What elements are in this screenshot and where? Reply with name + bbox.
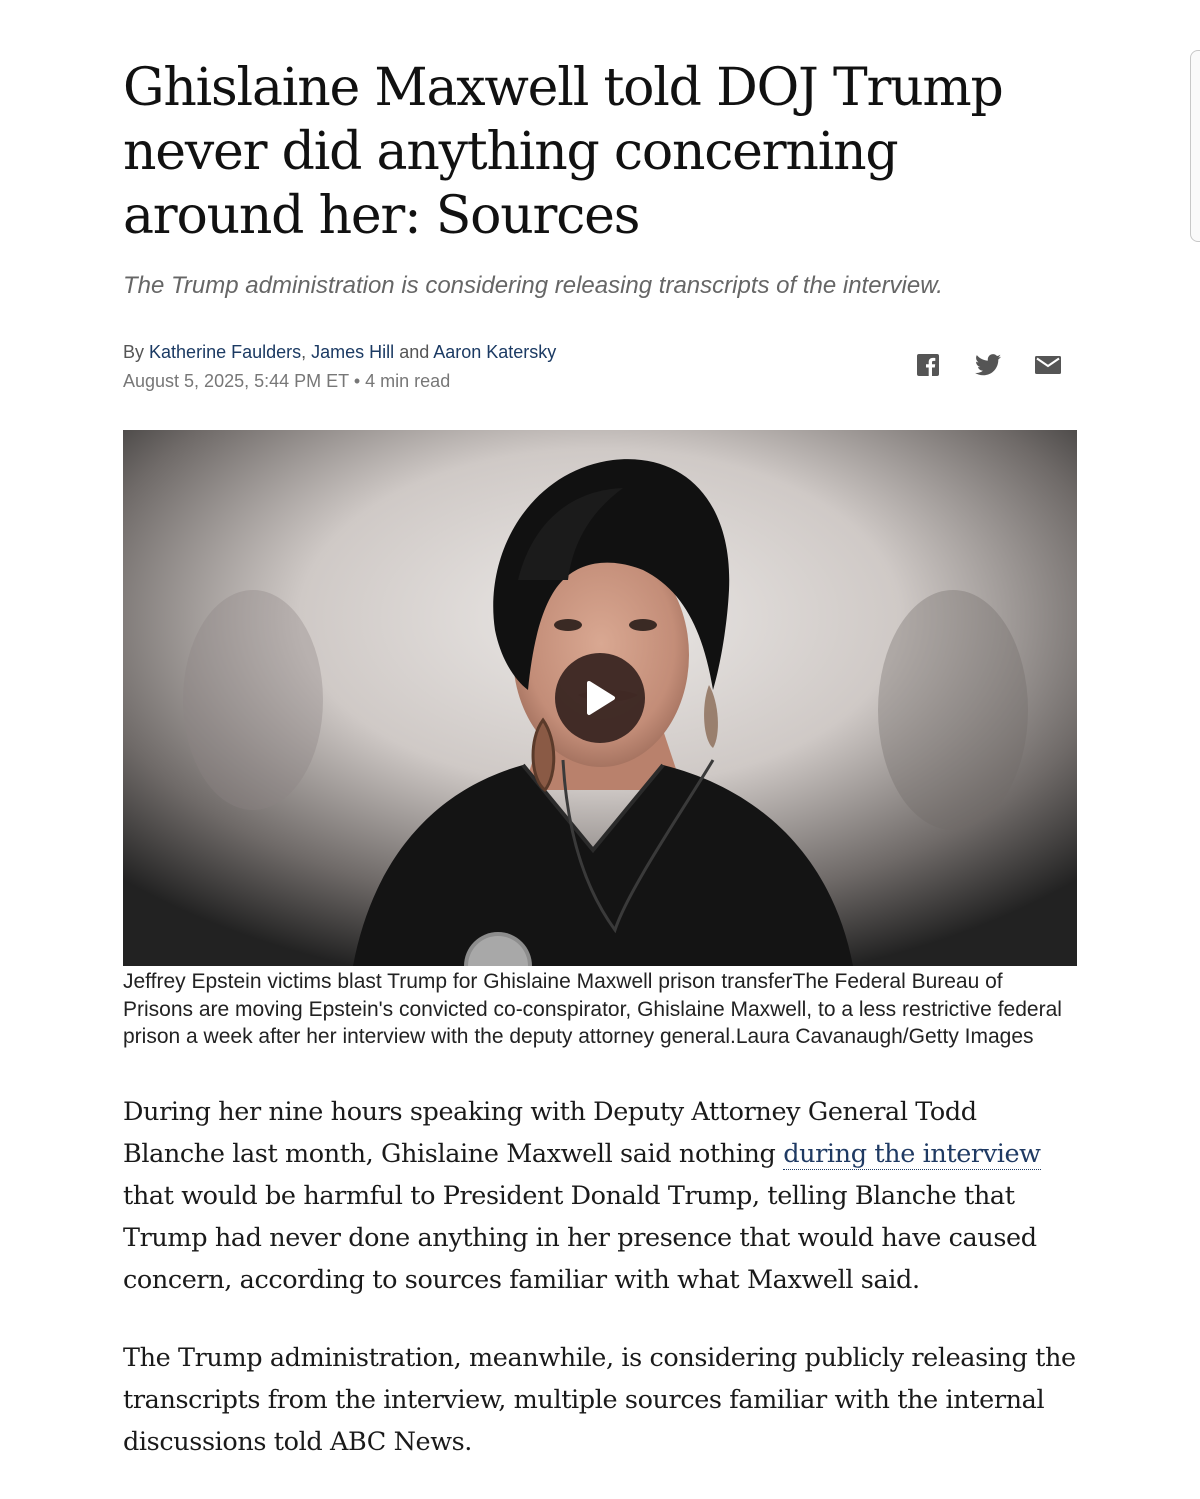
- email-icon: [1035, 355, 1061, 375]
- paragraph-1: [123, 1091, 1077, 1301]
- paragraph-2: The Trump administration, meanwhile, is considering publicly releasing the transcripts from the interview, multiple sources familiar with the internal discussions told ABC News.: [123, 1342, 1076, 1457]
- article-dek: The Trump administration is considering releasing transcripts of the interview.: [123, 272, 943, 299]
- video-caption: Jeffrey Epstein victims blast Trump for Ghislaine Maxwell prison transferThe Federal Bureau of Prisons are moving Epstein's convicted co-conspirator, Ghislaine Maxwell, to a less restrictive federal prison a week after her interview with the deputy attorney general.Laura Cavanaugh/Getty Images: [123, 970, 1062, 1048]
- paragraph-1-text-end: that would be harmful to President Donald Trump, telling Blanche that Trump had never done anything in her presence that would have caused concern, according to sources familiar with what Maxwell said.: [123, 1180, 1037, 1295]
- author-link-katherine-faulders[interactable]: Katherine Faulders: [149, 342, 302, 362]
- byline-prefix: By: [123, 342, 145, 362]
- share-bar: [915, 352, 1061, 378]
- scrollbar[interactable]: [1190, 50, 1200, 242]
- bullet-separator: •: [353, 371, 361, 391]
- article-body: [123, 1091, 1077, 1463]
- byline-and: and: [399, 342, 430, 362]
- facebook-icon: [917, 354, 939, 376]
- share-twitter-button[interactable]: [975, 352, 1001, 378]
- during-the-interview-link[interactable]: during the interview: [783, 1138, 1041, 1169]
- play-button[interactable]: [555, 653, 645, 743]
- article-meta: [123, 338, 1077, 400]
- share-email-button[interactable]: [1035, 352, 1061, 378]
- twitter-icon: [975, 354, 1001, 376]
- headline: Ghislaine Maxwell told DOJ Trump never did anything concerning around her: Sources: [123, 58, 1003, 246]
- read-time: 4 min read: [365, 371, 451, 391]
- author-link-aaron-katersky[interactable]: Aaron Katersky: [433, 342, 557, 362]
- article: [123, 0, 1077, 1499]
- play-icon: [583, 679, 617, 717]
- video-player[interactable]: [123, 430, 1077, 966]
- paragraph-1-text-start: During her nine hours speaking with Deputy Attorney General Todd Blanche last month, Ghislaine Maxwell said nothing: [123, 1096, 977, 1169]
- author-link-james-hill[interactable]: James Hill: [311, 342, 395, 362]
- share-facebook-button[interactable]: [915, 352, 941, 378]
- byline-comma: ,: [301, 342, 307, 362]
- publish-date: August 5, 2025, 5:44 PM ET: [123, 371, 349, 391]
